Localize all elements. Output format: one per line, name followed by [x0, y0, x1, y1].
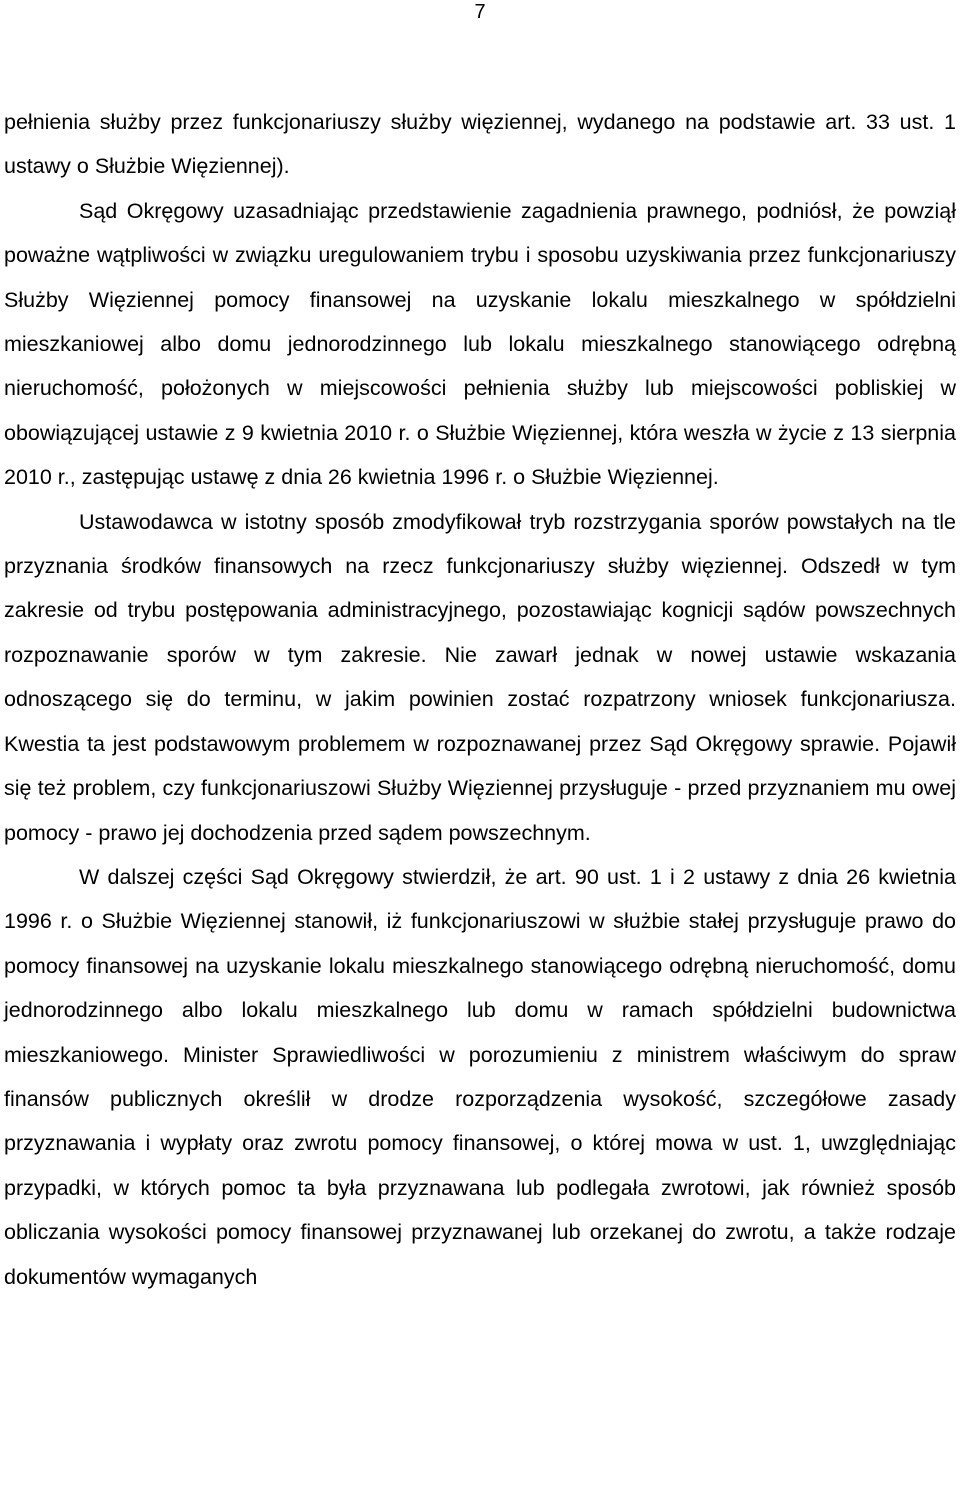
- document-body: [4, 100, 956, 1299]
- paragraph: Ustawodawca w istotny sposób zmodyfikował tryb rozstrzygania sporów powstałych na tle przyznania środków finansowych na rzecz funkcjonariuszy służby więziennej. Odszedł w tym zakresie od trybu postępowania administracyjnego, pozostawiając kognicji sądów powszechnych rozpoznawanie sporów w tym zakresie. Nie zawarł jednak w nowej ustawie wskazania odnoszącego się do terminu, w jakim powinien zostać rozpatrzony wniosek funkcjonariusza. Kwestia ta jest podstawowym problemem w rozpoznawanej przez Sąd Okręgowy sprawie. Pojawił się też problem, czy funkcjonariuszowi Służby Więziennej przysługuje - przed przyznaniem mu owej pomocy - prawo jej dochodzenia przed sądem powszechnym.: [4, 509, 956, 845]
- paragraph-continuation: pełnienia służby przez funkcjonariuszy służby więziennej, wydanego na podstawie art. 33 ust. 1 ustawy o Służbie Więziennej).: [4, 110, 956, 179]
- page-number: 7: [474, 1, 486, 23]
- paragraph: W dalszej części Sąd Okręgowy stwierdził, że art. 90 ust. 1 i 2 ustawy z dnia 26 kwietnia 1996 r. o Służbie Więziennej stanowił, iż funkcjonariuszowi w służbie stałej przysługuje prawo do pomocy finansowej na uzyskanie lokalu mieszkalnego stanowiącego odrębną nieruchomość, domu jednorodzinnego albo lokalu mieszkalnego lub domu w ramach spółdzielni budownictwa mieszkaniowego. Minister Sprawiedliwości w porozumieniu z ministrem właściwym do spraw finansów publicznych określił w drodze rozporządzenia wysokość, szczegółowe zasady przyznawania i wypłaty oraz zwrotu pomocy finansowej, o której mowa w ust. 1, uwzględniając przypadki, w których pomoc ta była przyznawana lub podlegała zwrotowi, jak również sposób obliczania wysokości pomocy finansowej przyznawanej lub orzekanej do zwrotu, a także rodzaje dokumentów wymaganych: [4, 864, 956, 1289]
- paragraph: Sąd Okręgowy uzasadniając przedstawienie zagadnienia prawnego, podniósł, że powziął poważne wątpliwości w związku uregulowaniem trybu i sposobu uzyskiwania przez funkcjonariuszy Służby Więziennej pomocy finansowej na uzyskanie lokalu mieszkalnego w spółdzielni mieszkaniowej albo domu jednorodzinnego lub lokalu mieszkalnego stanowiącego odrębną nieruchomość, położonych w miejscowości pełnienia służby lub miejscowości pobliskiej w obowiązującej ustawie z 9 kwietnia 2010 r. o Służbie Więziennej, która weszła w życie z 13 sierpnia 2010 r., zastępując ustawę z dnia 26 kwietnia 1996 r. o Służbie Więziennej.: [4, 198, 956, 490]
